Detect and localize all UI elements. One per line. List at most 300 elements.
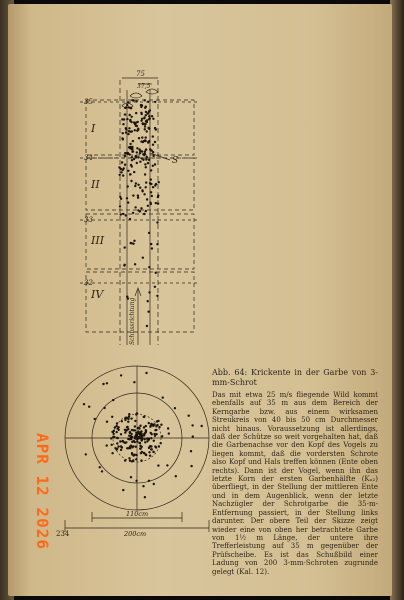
shot-pellets-target bbox=[83, 372, 203, 499]
shot-pellet bbox=[156, 243, 158, 245]
shot-pellet bbox=[131, 452, 133, 454]
shot-pellet bbox=[154, 163, 156, 165]
shot-pellet bbox=[133, 171, 135, 173]
shot-pellet bbox=[113, 430, 115, 432]
shot-pellet bbox=[122, 213, 124, 215]
shot-pellet bbox=[129, 143, 131, 145]
shot-pellet bbox=[136, 162, 138, 164]
row-mark-34: 34 bbox=[84, 154, 93, 162]
shot-pellet bbox=[156, 295, 158, 297]
shot-pellet bbox=[138, 148, 140, 150]
shot-pellet bbox=[142, 257, 144, 259]
shot-pellet bbox=[139, 431, 141, 433]
shot-pellet bbox=[131, 116, 133, 118]
shot-pellet bbox=[135, 434, 137, 436]
shot-pellet bbox=[120, 374, 122, 376]
shot-pellet bbox=[106, 421, 108, 423]
shot-pellet bbox=[145, 181, 147, 183]
shot-pellet bbox=[140, 207, 142, 209]
shot-pellet bbox=[141, 190, 143, 192]
shot-pellet bbox=[130, 433, 132, 435]
shot-pellet bbox=[142, 485, 144, 487]
shot-pellet bbox=[158, 445, 160, 447]
shot-pellet bbox=[137, 129, 139, 131]
shot-pellet bbox=[128, 106, 130, 108]
shot-pellet bbox=[112, 399, 114, 401]
shot-pellet bbox=[121, 440, 123, 442]
shot-pellet bbox=[144, 163, 146, 165]
shot-pellet bbox=[129, 218, 131, 220]
shot-pellet bbox=[88, 406, 90, 408]
shot-pellet bbox=[102, 383, 104, 385]
shot-pellet bbox=[146, 325, 148, 327]
shot-pellet bbox=[155, 433, 157, 435]
shot-pellet bbox=[157, 420, 159, 422]
shot-pellet bbox=[149, 148, 151, 150]
date-stamp: APR 12 2026 bbox=[33, 433, 52, 550]
shot-pellet bbox=[119, 174, 121, 176]
shot-pellet bbox=[147, 300, 149, 302]
shot-pellet bbox=[175, 475, 177, 477]
shot-pellet bbox=[150, 169, 152, 171]
shot-pellet bbox=[127, 201, 129, 203]
shot-pellet bbox=[148, 446, 150, 448]
shot-pellet bbox=[152, 144, 154, 146]
shot-pellet bbox=[154, 101, 156, 103]
shot-pellet bbox=[134, 206, 136, 208]
shot-pellet bbox=[131, 148, 133, 150]
shot-pellet bbox=[113, 433, 115, 435]
shot-pellet bbox=[128, 457, 130, 459]
shot-pellet bbox=[101, 470, 103, 472]
shot-pellet bbox=[145, 186, 147, 188]
shot-pellet bbox=[132, 445, 134, 447]
shot-pellet bbox=[128, 413, 130, 415]
shot-pellet bbox=[140, 140, 142, 142]
shot-pellet bbox=[157, 202, 159, 204]
shot-pellet bbox=[168, 432, 170, 434]
shot-pellet bbox=[151, 115, 153, 117]
shot-pellet bbox=[111, 444, 113, 446]
shot-pellet bbox=[128, 153, 130, 155]
shot-pellet bbox=[128, 127, 130, 129]
shot-pellet bbox=[130, 107, 132, 109]
shot-pellet bbox=[134, 425, 136, 427]
shot-pellet bbox=[127, 185, 129, 187]
shot-pellet bbox=[132, 429, 134, 431]
shot-pellet bbox=[122, 169, 124, 171]
shot-pellet bbox=[134, 441, 136, 443]
shot-pellet bbox=[144, 438, 146, 440]
shot-pellet bbox=[155, 272, 157, 274]
shot-pellet bbox=[111, 452, 113, 454]
shot-pellet bbox=[130, 242, 132, 244]
shot-pellet bbox=[122, 132, 124, 134]
shot-pellet bbox=[120, 213, 122, 215]
dim-outer-label: 200cm bbox=[124, 530, 147, 538]
shot-pellet bbox=[144, 432, 146, 434]
shot-pellet bbox=[152, 118, 154, 120]
shot-pellet bbox=[120, 198, 122, 200]
shot-pellet bbox=[131, 130, 133, 132]
shot-pellet bbox=[137, 184, 139, 186]
shot-pellet bbox=[129, 146, 131, 148]
shot-pellet bbox=[145, 210, 147, 212]
shot-pellet bbox=[141, 451, 143, 453]
shot-pellet bbox=[128, 447, 130, 449]
shot-pellet bbox=[136, 440, 138, 442]
shot-pellet bbox=[127, 101, 129, 103]
shot-pellet bbox=[145, 166, 147, 168]
shot-pellet bbox=[137, 156, 139, 158]
shot-pellet bbox=[150, 243, 152, 245]
shot-pellet bbox=[135, 432, 137, 434]
shot-pellet bbox=[139, 161, 141, 163]
zone-label-4: IV bbox=[91, 288, 104, 301]
shot-pellet bbox=[145, 429, 147, 431]
shot-pellet bbox=[191, 424, 193, 426]
shot-pellet bbox=[131, 436, 133, 438]
shot-pellet bbox=[152, 165, 154, 167]
shot-pellet bbox=[120, 433, 122, 435]
shot-pellet bbox=[125, 214, 127, 216]
shot-pellet bbox=[135, 480, 137, 482]
shot-pellet bbox=[129, 114, 131, 116]
shot-pellet bbox=[150, 437, 152, 439]
shot-pellet bbox=[136, 125, 138, 127]
shot-pellet bbox=[127, 133, 129, 135]
shot-pellet bbox=[142, 153, 144, 155]
shot-pellet bbox=[137, 194, 139, 196]
shot-pellet bbox=[124, 113, 126, 115]
shot-pellet bbox=[158, 426, 160, 428]
shot-pellet bbox=[99, 466, 101, 468]
zone-label-2: II bbox=[91, 178, 100, 191]
shot-pellet bbox=[145, 136, 147, 138]
shot-pellet bbox=[121, 161, 123, 163]
shot-pellet bbox=[130, 417, 132, 419]
shot-pellet bbox=[141, 118, 143, 120]
shot-pellet bbox=[141, 150, 143, 152]
shot-pellet bbox=[143, 193, 145, 195]
shot-pellet bbox=[139, 152, 141, 154]
shot-pellet bbox=[149, 182, 151, 184]
row-mark-33: 33 bbox=[84, 216, 93, 224]
shot-pellet bbox=[150, 178, 152, 180]
shot-pellet bbox=[155, 128, 157, 130]
shot-pellet bbox=[138, 137, 140, 139]
shot-pellet bbox=[131, 159, 133, 161]
shot-pellet bbox=[111, 416, 113, 418]
shot-pellet bbox=[157, 464, 159, 466]
shot-pellet bbox=[125, 441, 127, 443]
shot-pellet bbox=[119, 205, 121, 207]
shot-pellet bbox=[143, 452, 145, 454]
shot-pellet bbox=[123, 118, 125, 120]
shot-pellet bbox=[103, 407, 105, 409]
shot-pellet bbox=[127, 418, 129, 420]
shot-pellet bbox=[154, 141, 156, 143]
shot-pellet bbox=[174, 407, 176, 409]
shot-pellet bbox=[117, 437, 119, 439]
shot-pellet bbox=[112, 436, 114, 438]
shot-pellet bbox=[122, 489, 124, 491]
label-s: S bbox=[172, 156, 179, 166]
shot-pellet bbox=[143, 416, 145, 418]
shot-pellet bbox=[148, 118, 150, 120]
shot-pellet bbox=[141, 157, 143, 159]
shot-pellet bbox=[144, 441, 146, 443]
shot-pellet bbox=[124, 264, 126, 266]
shot-pellet bbox=[190, 450, 192, 452]
shot-pellet bbox=[130, 164, 132, 166]
shot-pellet bbox=[160, 442, 162, 444]
shot-pellet bbox=[135, 446, 137, 448]
shot-pellet bbox=[126, 296, 128, 298]
shot-pellet bbox=[149, 202, 151, 204]
shot-pellet bbox=[125, 128, 127, 130]
shot-pellet bbox=[126, 426, 128, 428]
shot-pellet bbox=[144, 140, 146, 142]
shot-pellet bbox=[116, 448, 118, 450]
shot-pellet bbox=[134, 185, 136, 187]
shot-pellet bbox=[139, 434, 141, 436]
shot-pellet bbox=[116, 422, 118, 424]
shot-pellet bbox=[137, 430, 139, 432]
shot-pellet bbox=[201, 425, 203, 427]
shot-pellet bbox=[133, 381, 135, 383]
shot-pellet bbox=[129, 120, 131, 122]
shot-pellet bbox=[120, 449, 122, 451]
shot-pellet bbox=[153, 440, 155, 442]
shot-pellet bbox=[138, 427, 140, 429]
shot-pellet bbox=[152, 186, 154, 188]
shot-pellet bbox=[155, 183, 157, 185]
shot-pellet bbox=[153, 155, 155, 157]
shot-pellet bbox=[141, 437, 143, 439]
shot-pellet bbox=[136, 147, 138, 149]
shot-pellet bbox=[142, 123, 144, 125]
shot-pellet bbox=[136, 151, 138, 153]
shot-pellet bbox=[145, 111, 147, 113]
shot-pellet bbox=[167, 427, 169, 429]
shot-pellet bbox=[143, 426, 145, 428]
shot-pellet bbox=[144, 496, 146, 498]
shot-pellet bbox=[138, 442, 140, 444]
shot-pellet bbox=[145, 114, 147, 116]
shot-pellet bbox=[140, 459, 142, 461]
shot-pellet bbox=[151, 247, 153, 249]
shot-pellet bbox=[151, 195, 153, 197]
shot-pellet bbox=[148, 115, 150, 117]
shot-pellet bbox=[148, 451, 150, 453]
shot-pellet bbox=[140, 112, 142, 114]
shot-pellet bbox=[190, 465, 192, 467]
shot-pellet bbox=[124, 164, 126, 166]
shot-pellet bbox=[149, 455, 151, 457]
shot-pellet bbox=[162, 396, 164, 398]
shot-pellet bbox=[144, 173, 146, 175]
shot-pellet bbox=[140, 106, 142, 108]
shot-pellet bbox=[135, 112, 137, 114]
shot-pellet bbox=[122, 174, 124, 176]
shot-pellet bbox=[127, 421, 129, 423]
label-shot-direction: Schussrichtung bbox=[129, 297, 136, 345]
shot-pellet bbox=[154, 445, 156, 447]
zone-label-1: I bbox=[91, 122, 96, 135]
zone-label-3: III bbox=[91, 234, 105, 247]
shot-pellet bbox=[106, 444, 108, 446]
shot-pellet bbox=[116, 431, 118, 433]
shot-pellet bbox=[152, 151, 154, 153]
shot-pellet bbox=[155, 202, 157, 204]
shot-pellet bbox=[137, 437, 139, 439]
shot-pellet bbox=[143, 116, 145, 118]
shot-pellet bbox=[147, 162, 149, 164]
shot-pellet bbox=[135, 100, 137, 102]
caption-body: Das mit etwa 25 m/s fliegende Wild kommt ebenfalls auf 35 m aus dem Bereich der Kerngarbe bzw. aus einem wirksamen Streukreis von 40 bis 50 cm Durchmesser nicht hinaus. Voraussetzung ist allerdings, daß der Schütze so weit vorgehalten hat, daß die Garbenachse vor den Kopf des Vogels zu liegen kommt, daß die vordersten Schrote also Kopf und Hals treffen können (Ente oben rechts). Dann ist der Vogel, wenn ihn das letzte Korn der ersten Garbenhälfte (Kᵤ₂) überfliegt, in der Stellung der mittleren Ente und in dem Augenblick, wenn der letzte Nachzügler der Schrotgarbe die 35-m-Entfernung passiert, in der Stellung links darunter. Der obere Teil der Skizze zeigt wieder eine von oben her betrachtete Garbe von 1½ m Länge, der untere ihre Trefferleistung auf 35 m gegenüber der Prüfscheibe. Es ist das Schußbild einer Ladung von 200 3-mm-Schroten zugrunde gelegt (Kal. 12). bbox=[212, 391, 378, 576]
shot-pellet bbox=[145, 372, 147, 374]
shot-pellet bbox=[130, 438, 132, 440]
shot-pellet bbox=[139, 210, 141, 212]
shot-pellet bbox=[129, 431, 131, 433]
shot-pellet bbox=[122, 138, 124, 140]
shot-pellet bbox=[134, 263, 136, 265]
shot-pellet bbox=[126, 197, 128, 199]
shot-pellet bbox=[144, 107, 146, 109]
shot-pellet bbox=[117, 445, 119, 447]
shot-pellet bbox=[133, 454, 135, 456]
shot-pellet bbox=[120, 171, 122, 173]
shot-pellet bbox=[126, 118, 128, 120]
shot-pellet bbox=[136, 412, 138, 414]
shot-pellet bbox=[188, 415, 190, 417]
shot-pellet bbox=[147, 311, 149, 313]
shot-pellet bbox=[137, 197, 139, 199]
shot-pellet bbox=[133, 158, 135, 160]
shot-pellet bbox=[147, 205, 149, 207]
shot-pellet bbox=[166, 464, 168, 466]
dim-top-inner-label: 37,5 bbox=[137, 83, 151, 90]
shot-pellet bbox=[94, 418, 96, 420]
shot-pellet bbox=[147, 141, 149, 143]
shot-pellet bbox=[148, 232, 150, 234]
shot-pellet bbox=[85, 453, 87, 455]
page-number: 234 bbox=[56, 530, 70, 538]
shot-pellet bbox=[130, 180, 132, 182]
shot-pellet bbox=[114, 426, 116, 428]
shot-pellet bbox=[145, 148, 147, 150]
shot-pellet bbox=[116, 442, 118, 444]
dim-top-label: 75 bbox=[136, 70, 145, 78]
shot-pellet bbox=[148, 422, 150, 424]
shot-pellet bbox=[134, 420, 136, 422]
caption-title: Abb. 64: Krickente in der Garbe von 3-mm-Schrot bbox=[212, 368, 378, 387]
shot-pellet bbox=[150, 432, 152, 434]
shot-pellet bbox=[146, 130, 148, 132]
shot-pellet bbox=[122, 123, 124, 125]
shot-pellet bbox=[144, 128, 146, 130]
shot-pellet bbox=[132, 194, 134, 196]
shot-pellet bbox=[150, 445, 152, 447]
shot-pellet bbox=[139, 445, 141, 447]
shot-pellet bbox=[147, 101, 149, 103]
shot-pellet bbox=[121, 420, 123, 422]
shot-pellet bbox=[131, 441, 133, 443]
shot-pellet bbox=[155, 425, 157, 427]
shot-pellet bbox=[117, 426, 119, 428]
shot-pellet bbox=[106, 382, 108, 384]
shot-pellet bbox=[160, 424, 162, 426]
shot-pellet bbox=[129, 460, 131, 462]
shot-pellet bbox=[133, 240, 135, 242]
shot-pellet bbox=[143, 213, 145, 215]
shot-pellet bbox=[153, 483, 155, 485]
shot-pellet bbox=[132, 459, 134, 461]
shot-pellet bbox=[155, 429, 157, 431]
shot-pellet bbox=[158, 181, 160, 183]
shot-pellet bbox=[127, 170, 129, 172]
row-mark-35: 35 bbox=[84, 98, 93, 106]
shot-pellet bbox=[132, 150, 134, 152]
shot-pellet bbox=[154, 286, 156, 288]
shot-pellet bbox=[119, 440, 121, 442]
shot-pellet bbox=[134, 155, 136, 157]
shot-pellet bbox=[124, 246, 126, 248]
date-stamp-wrapper bbox=[30, 433, 50, 573]
shot-pellet bbox=[121, 446, 123, 448]
shot-pellet bbox=[143, 434, 145, 436]
shot-pellet bbox=[124, 459, 126, 461]
shot-pellet bbox=[147, 127, 149, 129]
shot-pellet bbox=[126, 104, 128, 106]
shot-pellet bbox=[152, 451, 154, 453]
shot-pellet bbox=[139, 187, 141, 189]
shot-pellet bbox=[131, 156, 133, 158]
shot-pellet bbox=[148, 438, 150, 440]
shot-pellet bbox=[157, 194, 159, 196]
shot-pellet bbox=[144, 99, 146, 101]
shot-pellet bbox=[156, 221, 158, 223]
row-mark-32: 32 bbox=[84, 279, 93, 287]
shot-pellet bbox=[145, 120, 147, 122]
shot-pellet bbox=[146, 156, 148, 158]
shot-pellet bbox=[124, 155, 126, 157]
shot-pellet bbox=[145, 454, 147, 456]
shot-pellet bbox=[132, 212, 134, 214]
dim-inner-label: 110cm bbox=[126, 510, 149, 518]
shot-pellet bbox=[148, 159, 150, 161]
shot-pellet bbox=[147, 112, 149, 114]
shot-pellet bbox=[141, 136, 143, 138]
shot-pellet bbox=[144, 125, 146, 127]
shot-pellet bbox=[135, 458, 137, 460]
shot-pellet bbox=[135, 182, 137, 184]
shot-pellets-column bbox=[118, 99, 160, 327]
shot-pellet bbox=[150, 423, 152, 425]
shot-pellet bbox=[129, 173, 131, 175]
shot-pellet bbox=[132, 140, 134, 142]
shot-pellet bbox=[146, 198, 148, 200]
shot-pellet bbox=[135, 122, 137, 124]
shot-pellet bbox=[83, 403, 85, 405]
shot-pellet bbox=[125, 106, 127, 108]
shot-pellet bbox=[118, 429, 120, 431]
shot-pellet bbox=[128, 416, 130, 418]
shot-pellet bbox=[135, 454, 137, 456]
shot-pellet bbox=[134, 129, 136, 131]
shot-pellet bbox=[139, 425, 141, 427]
